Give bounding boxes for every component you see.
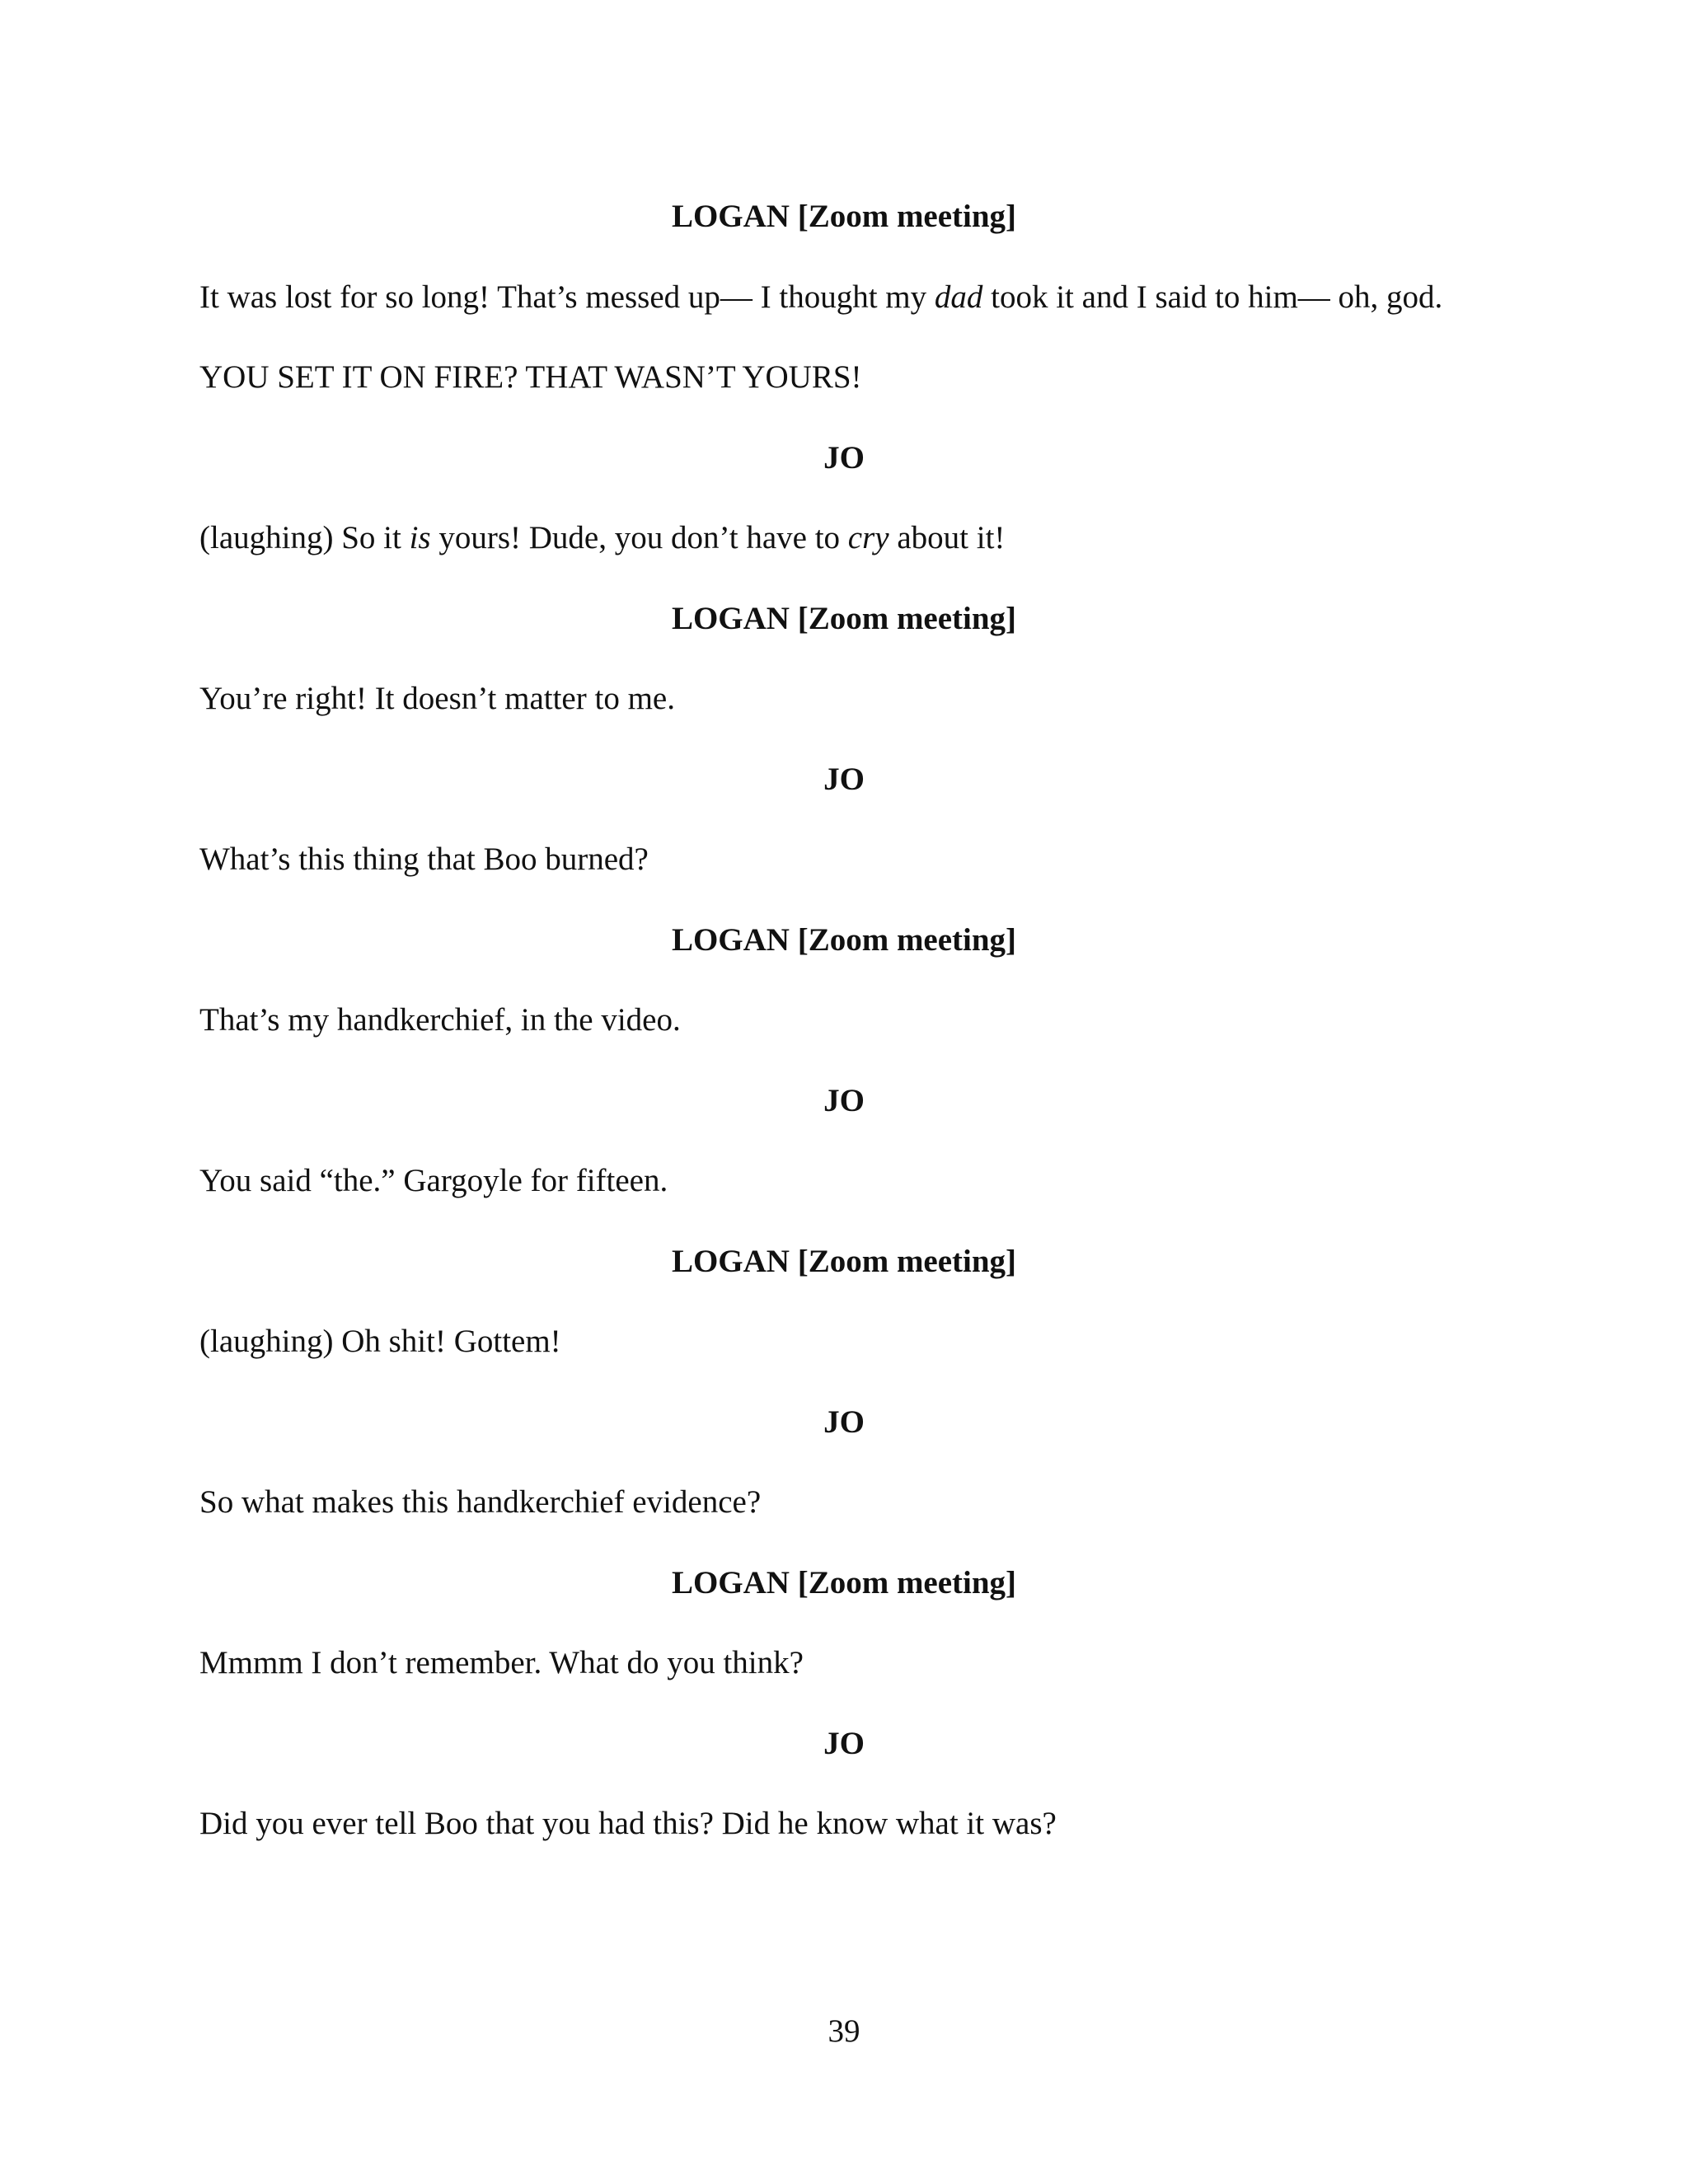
emphasis-text: dad [934, 279, 983, 315]
dialogue-text: So what makes this handkerchief evidence? [199, 1484, 762, 1520]
dialogue-text: You said “the.” Gargoyle for fifteen. [199, 1163, 668, 1198]
character-name: LOGAN [Zoom meeting] [671, 1565, 1017, 1601]
dialogue-line [199, 1643, 1518, 1684]
dialogue-line [199, 277, 1518, 318]
page-number: 39 [828, 2013, 860, 2049]
character-name: JO [823, 1726, 865, 1761]
character-name: JO [823, 440, 865, 476]
dialogue-text: about it! [889, 520, 1006, 555]
character-name: JO [823, 762, 865, 797]
dialogue-text: (laughing) So it [199, 520, 410, 555]
dialogue-text: It was lost for so long! That’s messed up— I thought my [199, 279, 935, 315]
dialogue-line [199, 1321, 1518, 1362]
dialogue-line [199, 1160, 1518, 1202]
dialogue-line [199, 839, 1518, 880]
dialogue-text: What’s this thing that Boo burned? [199, 841, 649, 877]
dialogue-line [199, 1803, 1518, 1844]
dialogue-line [199, 357, 1518, 398]
character-name: LOGAN [Zoom meeting] [671, 199, 1017, 234]
dialogue-text: Mmmm I don’t remember. What do you think? [199, 1645, 804, 1680]
character-name: LOGAN [Zoom meeting] [671, 601, 1017, 636]
emphasis-text: is [409, 520, 431, 555]
dialogue-text: took it and I said to him— oh, god. [982, 279, 1443, 315]
emphasis-text: cry [847, 520, 889, 555]
dialogue-line [199, 1000, 1518, 1041]
dialogue-text: That’s my handkerchief, in the video. [199, 1002, 681, 1038]
dialogue-text: (laughing) Oh shit! Gottem! [199, 1324, 561, 1359]
dialogue-text: yours! Dude, you don’t have to [430, 520, 848, 555]
character-name: JO [823, 1083, 865, 1118]
character-name: LOGAN [Zoom meeting] [671, 922, 1017, 958]
dialogue-text: Did you ever tell Boo that you had this? Did he know what it was? [199, 1806, 1057, 1841]
dialogue-line [199, 1482, 1518, 1523]
dialogue-line [199, 678, 1518, 719]
character-name: LOGAN [Zoom meeting] [671, 1244, 1017, 1279]
character-name: JO [823, 1404, 865, 1440]
dialogue-text: You’re right! It doesn’t matter to me. [199, 681, 675, 716]
dialogue-text: YOU SET IT ON FIRE? THAT WASN’T YOURS! [199, 359, 862, 395]
dialogue-line [199, 518, 1518, 559]
